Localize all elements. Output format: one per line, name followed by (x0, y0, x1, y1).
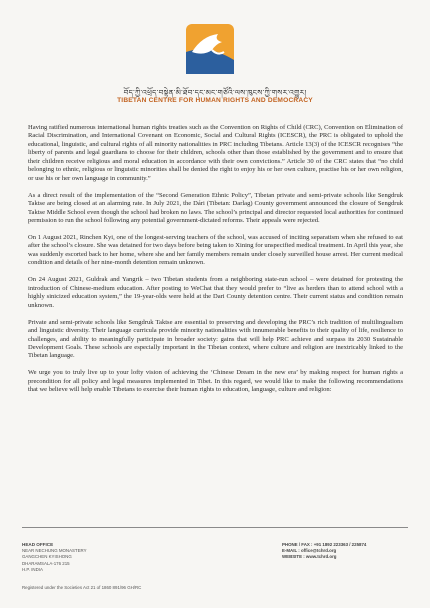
head-office-label: HEAD OFFICE (22, 542, 54, 547)
org-name: TIBETAN CENTRE FOR HUMAN RIGHTS AND DEMOCRACY (117, 97, 313, 104)
tibetan-org-name: བོད་ཀྱི་འཕྲོད་བསྟེན་མི་ཐོབ་དང་མང་གཙོའི་ལས་ཁུངས་ཀྱི་གསར་འགྱུར། (123, 88, 307, 97)
paragraph: As a direct result of the implementation of the “Second Generation Ethnic Policy”, Tibetan private and semi-private schools like Sengdruk Taktse are being closed at an alarming rate. In July 2021, the Dári (Tibetan: Darlag) County government announced the closure of Sengdruk Taktse Middle School even though the school had broken no laws. The school’s principal and director requested local authorities for continued permission to run the school following any potential government-dictated reforms. Their appeals were rejected. (28, 191, 403, 225)
website-link[interactable]: WEBSITE : www.tchrd.org (282, 554, 337, 560)
address-line: DHARAMSALA-176 215 (22, 560, 70, 566)
paragraph: Having ratified numerous international human rights treaties such as the Convention on Rights of Child (CRC), Convention on Elimination of Racial Discrimination, and International Covenant on Economic, Social and Cultural Rights (ICESCR), the PRC is obligated to uphold the educational, linguistic, and cultural rights of all minority nationalities in PRC including Tibetans. Article 13(3) of the ICESCR recognises “the liberty of parents and legal guardians to choose for their children, schools other than those established by the government and to ensure that their children receive religious and moral education in accordance with their own convictions.” Article 30 of the CRC states that “no child belonging to ethnic, religious or linguistic minorities shall be denied the right to enjoy his or her own culture, practise his or her own religion, or use his or her own language in community.” (28, 124, 403, 182)
letter-body (28, 124, 403, 403)
email-address[interactable]: E-MAIL : office@tchrd.org (282, 548, 337, 554)
footer-divider (22, 527, 408, 528)
paragraph: On 24 August 2021, Guldrak and Yangrik – two Tibetan students from a neighboring state-run school – were detained for protesting the introduction of Chinese-medium education. After posting to WeChat that they would prefer to “live as herders than to attend school with a highly sinicized education system,” the 19-year-olds were held at the Dari County detention centre. Their current status and condition remain unknown. (28, 276, 403, 309)
dove-icon (178, 22, 242, 76)
paragraph: Private and semi-private schools like Sengdruk Taktse are essential to preserving and developing the PRC’s rich tradition of multilingualism and linguistic diversity. Their language curricula provide minority nationalities with innumerable benefits to their quality of life, resilience to challenges, and ability to meaningfully participate in broader society: gains that will help PRC achieve and surpass its 2030 Sustainable Development Goals. These schools are especially important in the Tibetan context, where culture and religion are inextricably linked to the Tibetan language. (28, 318, 403, 360)
registration-note: Registered under the Societies Act 21 of 1860 891/96 GH/RC (22, 585, 142, 590)
phone-fax: PHONE / FAX : +91 1892 223363 / 225874 (282, 542, 367, 547)
paragraph: We urge you to truly live up to your lofty vision of achieving the ‘Chinese Dream in the new era’ by making respect for human rights a precondition for all policy and legal measures implemented in Tibet. In this regard, we would like to make the following recommendations that we believe will help enable Tibetans to exercise their human rights to education, language, culture and religion: (28, 369, 403, 394)
address-line: GANGCHEN KYISHONG (22, 554, 72, 560)
paragraph: On 1 August 2021, Rinchen Kyi, one of the longest-serving teachers of the school, was accused of inciting separatism when she refused to eat after the school’s closure. She was detained for two days before being taken to Xining for unspecified medical treatment. In April this year, she was suddenly escorted back to her home, where she and her family members remain under closely surveilled house arrest. Her current medical condition and details of her nine-month detention remain unknown. (28, 233, 403, 267)
footer-address (22, 542, 222, 573)
footer-contact (282, 542, 412, 561)
address-line: H.P. INDIA (22, 566, 43, 572)
address-line: NEAR NECHUNG MONASTERY (22, 548, 87, 554)
